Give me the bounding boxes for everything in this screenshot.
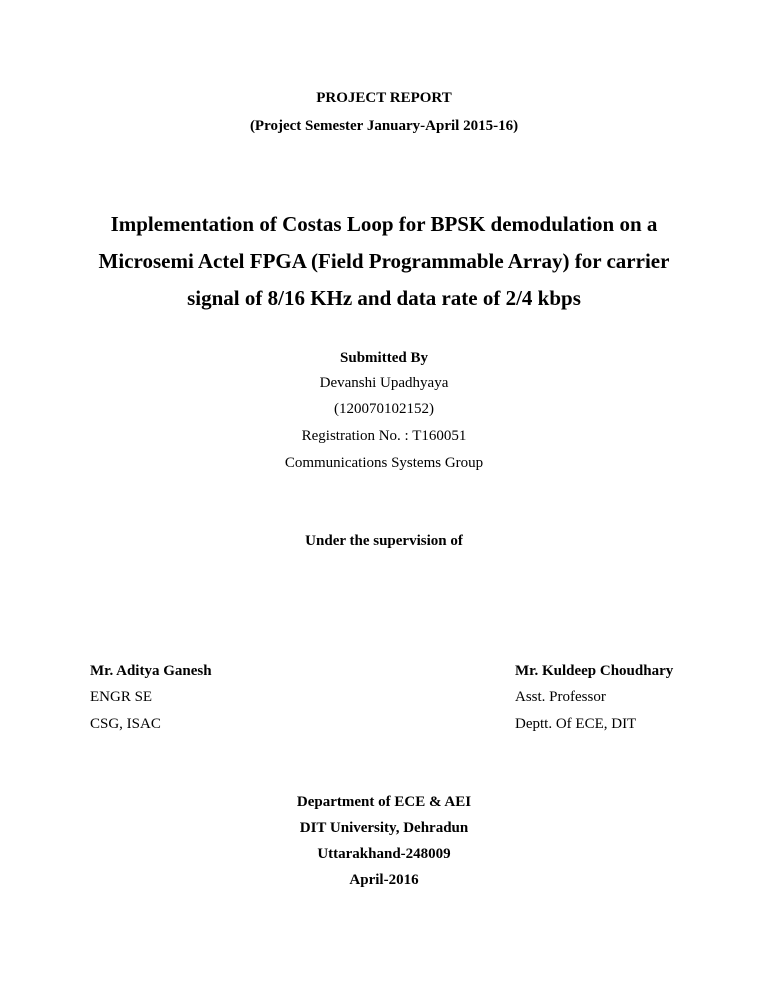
supervision-label: Under the supervision of — [305, 533, 463, 549]
supervisor-right-organization: Deptt. Of ECE, DIT — [515, 716, 637, 732]
supervisor-left-name: Mr. Aditya Ganesh — [90, 663, 212, 679]
supervisor-left-organization: CSG, ISAC — [90, 716, 161, 732]
project-title-line-2: Microsemi Actel FPGA (Field Programmable Array) for carrier — [98, 249, 670, 273]
student-roll-number: (120070102152) — [334, 401, 434, 417]
university-location: Uttarakhand-248009 — [317, 846, 451, 862]
supervisor-left-designation: ENGR SE — [90, 689, 153, 705]
report-heading: PROJECT REPORT — [316, 90, 452, 106]
student-name: Devanshi Upadhyaya — [319, 375, 449, 391]
project-title-line-1: Implementation of Costas Loop for BPSK demodulation on a — [110, 212, 658, 236]
department-name: Department of ECE & AEI — [296, 794, 472, 810]
report-semester: (Project Semester January-April 2015-16) — [249, 118, 519, 134]
report-date: April-2016 — [349, 872, 419, 888]
student-group: Communications Systems Group — [284, 455, 484, 471]
supervisor-right-designation: Asst. Professor — [515, 689, 606, 705]
student-registration: Registration No. : T160051 — [301, 428, 467, 444]
project-title-line-3: signal of 8/16 KHz and data rate of 2/4 kbps — [187, 286, 581, 310]
supervisor-right-name: Mr. Kuldeep Choudhary — [515, 663, 674, 679]
submitted-by-label: Submitted By — [340, 350, 428, 366]
university-name: DIT University, Dehradun — [299, 820, 469, 836]
